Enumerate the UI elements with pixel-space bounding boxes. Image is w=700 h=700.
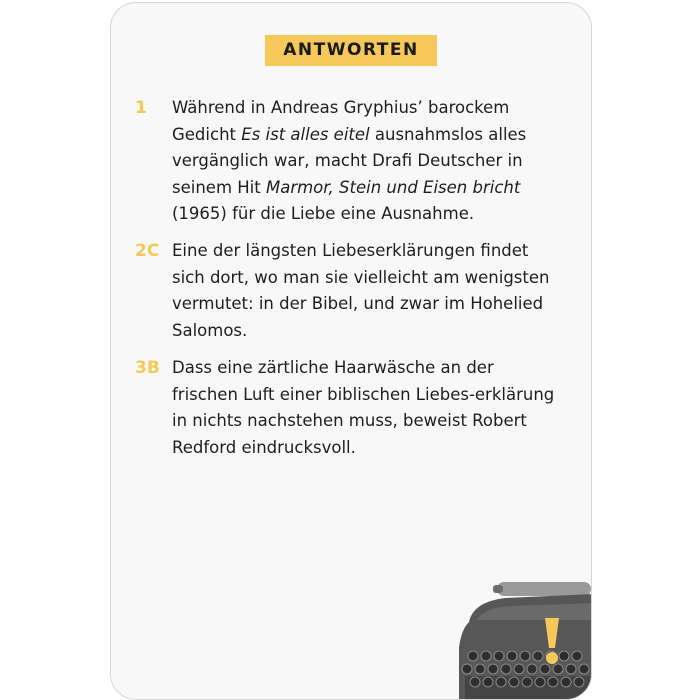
answer-text: Während in Andreas Gryphius’ barockem Gedicht Es ist alles eitel ausnahmslos alles vergänglich war, macht Drafi Deutscher in seinem Hit Marmor, Stein und Eisen bricht (1965) für die Liebe eine Ausnahme. bbox=[172, 98, 527, 223]
answer-text: Eine der längsten Liebeserklärungen findet sich dort, wo man sie vielleicht am wenigsten vermutet: in der Bibel, und zwar im Hohelied Salomos. bbox=[172, 241, 550, 340]
answer-number: 1 bbox=[135, 98, 147, 118]
answers-header-badge bbox=[265, 35, 437, 66]
answer-text: Dass eine zärtliche Haarwäsche an der frischen Luft einer biblischen Liebes-erklärung in nichts nachstehen muss, beweist Robert Redford eindrucksvoll. bbox=[172, 358, 555, 457]
answer-number: 3B bbox=[135, 358, 160, 378]
platen-roll bbox=[497, 582, 591, 596]
typewriter-illustration bbox=[459, 576, 592, 700]
answer-card bbox=[110, 2, 592, 700]
answer-number: 2C bbox=[135, 241, 160, 261]
answers-title: ANTWORTEN bbox=[283, 40, 419, 60]
roll-knob bbox=[493, 585, 503, 593]
